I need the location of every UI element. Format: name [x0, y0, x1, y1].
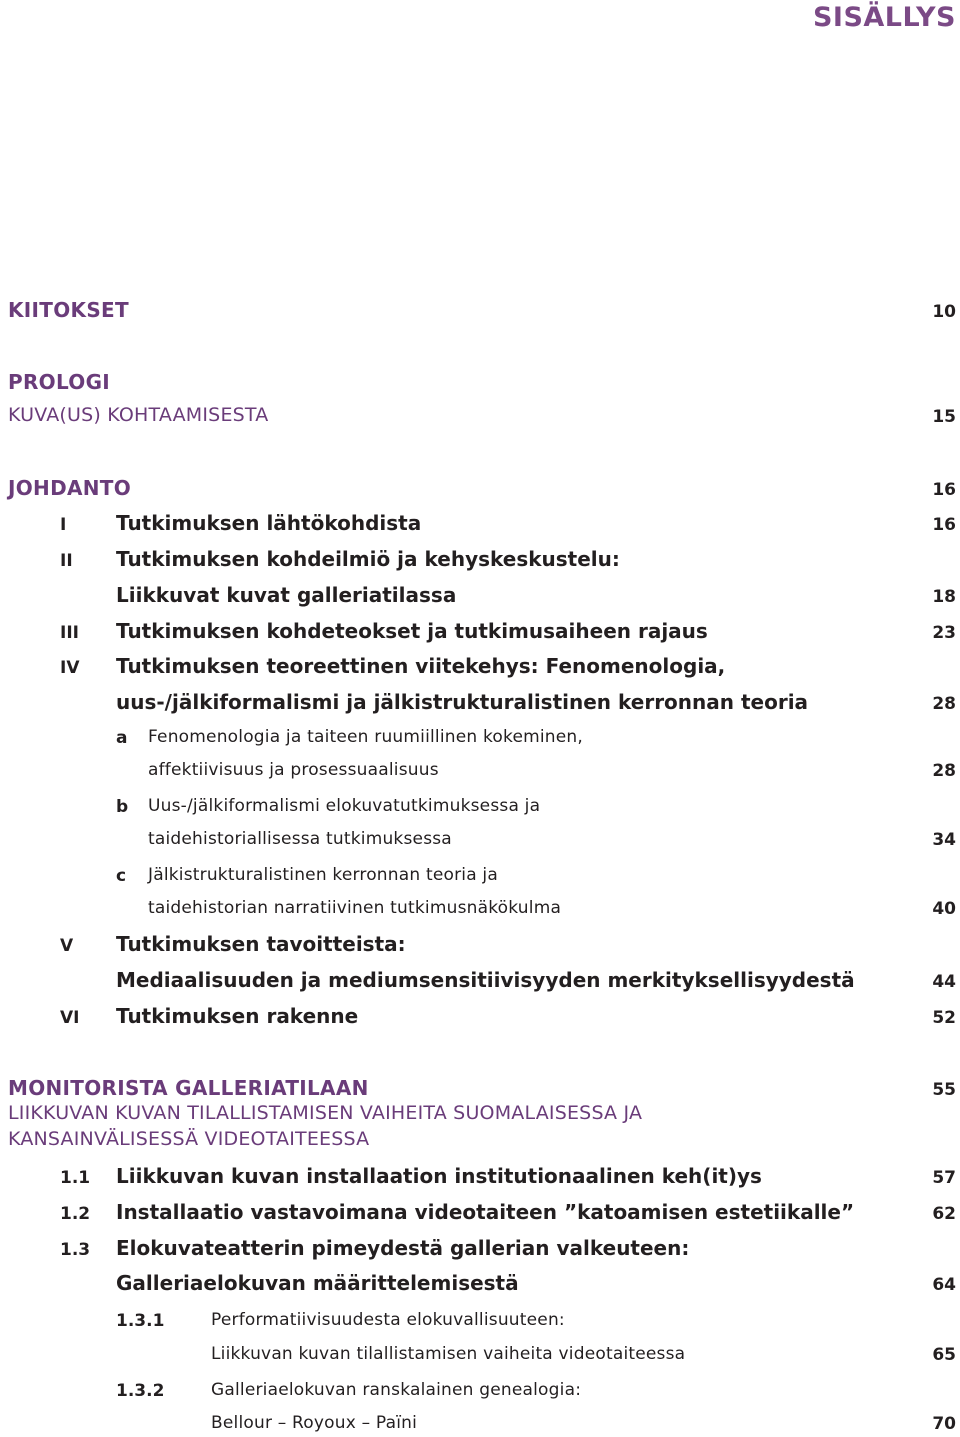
- page-number: 16: [932, 515, 956, 535]
- toc-item-title[interactable]: Tutkimuksen kohdeilmiö ja kehyskeskustelu:: [116, 547, 620, 571]
- toc-subitem-title[interactable]: Performatiivisuudesta elokuvallisuuteen:: [211, 1310, 565, 1330]
- toc-item-number: II: [60, 551, 73, 571]
- toc-item-number: IV: [60, 658, 80, 678]
- section-heading-johdanto[interactable]: JOHDANTO: [8, 476, 132, 500]
- toc-subitem-letter: a: [116, 728, 128, 748]
- toc-item-title[interactable]: Tutkimuksen rakenne: [116, 1004, 359, 1028]
- toc-item-number: III: [60, 623, 79, 643]
- toc-item-title[interactable]: Tutkimuksen lähtökohdista: [116, 511, 422, 535]
- page-number: 40: [932, 899, 956, 919]
- page-number: 16: [932, 480, 956, 500]
- section-subtitle-cont: KANSAINVÄLISESSÄ VIDEOTAITEESSA: [8, 1128, 370, 1150]
- toc-subitem-title[interactable]: Galleriaelokuvan ranskalainen genealogia:: [211, 1380, 582, 1400]
- page-number: 52: [932, 1008, 956, 1028]
- toc-item-number: 1.3: [60, 1240, 91, 1260]
- toc-subitem-title[interactable]: Fenomenologia ja taiteen ruumiillinen kokeminen,: [148, 727, 584, 747]
- page-number: 57: [932, 1168, 956, 1188]
- toc-item-title-cont[interactable]: Mediaalisuuden ja mediumsensitiivisyyden merkityksellisyydestä: [116, 968, 855, 992]
- page-number: 15: [932, 407, 956, 427]
- page-number: 18: [932, 587, 956, 607]
- section-subtitle: KUVA(US) KOHTAAMISESTA: [8, 404, 269, 426]
- toc-item-number: 1.2: [60, 1204, 91, 1224]
- page-number: 34: [932, 830, 956, 850]
- toc-subitem-title-cont[interactable]: Liikkuvan kuvan tilallistamisen vaiheita videotaiteessa: [211, 1344, 686, 1364]
- page-number: 23: [932, 623, 956, 643]
- toc-item-title-cont[interactable]: uus-/jälkiformalismi ja jälkistrukturalistinen kerronnan teoria: [116, 690, 809, 714]
- page-number: 28: [932, 761, 956, 781]
- toc-item-number: V: [60, 936, 74, 956]
- toc-item-title[interactable]: Tutkimuksen tavoitteista:: [116, 932, 406, 956]
- section-heading-monitorista[interactable]: MONITORISTA GALLERIATILAAN: [8, 1076, 369, 1100]
- toc-subitem-letter: c: [116, 866, 127, 886]
- section-heading-kiitokset[interactable]: KIITOKSET: [8, 298, 129, 322]
- toc-subitem-letter: b: [116, 797, 129, 817]
- toc-item-title-cont[interactable]: Liikkuvat kuvat galleriatilassa: [116, 583, 457, 607]
- page-number: 10: [932, 302, 956, 322]
- toc-item-title-cont[interactable]: Galleriaelokuvan määrittelemisestä: [116, 1271, 519, 1295]
- toc-item-title[interactable]: Elokuvateatterin pimeydestä gallerian valkeuteen:: [116, 1236, 690, 1260]
- toc-subitem-title-cont[interactable]: taidehistorian narratiivinen tutkimusnäkökulma: [148, 898, 562, 918]
- page-number: 62: [932, 1204, 956, 1224]
- toc-subitem-title-cont[interactable]: Bellour – Royoux – Païni: [211, 1413, 418, 1433]
- toc-subitem-title[interactable]: Jälkistrukturalistinen kerronnan teoria ja: [148, 865, 498, 885]
- page-number: 65: [932, 1345, 956, 1365]
- toc-subitem-number: 1.3.2: [116, 1381, 165, 1401]
- toc-subitem-number: 1.3.1: [116, 1311, 165, 1331]
- toc-subitem-title-cont[interactable]: taidehistoriallisessa tutkimuksessa: [148, 829, 452, 849]
- toc-subitem-title-cont[interactable]: affektiivisuus ja prosessuaalisuus: [148, 760, 439, 780]
- page-title: SISÄLLYS: [812, 2, 956, 33]
- toc-item-number: VI: [60, 1008, 80, 1028]
- toc-subitem-title[interactable]: Uus-/jälkiformalismi elokuvatutkimuksessa ja: [148, 796, 541, 816]
- toc-item-title[interactable]: Tutkimuksen teoreettinen viitekehys: Fenomenologia,: [116, 654, 726, 678]
- page-number: 28: [932, 694, 956, 714]
- toc-item-title[interactable]: Liikkuvan kuvan installaation institutionaalinen keh(it)ys: [116, 1164, 762, 1188]
- toc-item-title[interactable]: Tutkimuksen kohdeteokset ja tutkimusaiheen rajaus: [116, 619, 708, 643]
- page-number: 64: [932, 1275, 956, 1295]
- section-subtitle: LIIKKUVAN KUVAN TILALLISTAMISEN VAIHEITA SUOMALAISESSA JA: [8, 1102, 643, 1124]
- toc-item-number: 1.1: [60, 1168, 91, 1188]
- toc-item-number: I: [60, 515, 67, 535]
- section-heading-prologi[interactable]: PROLOGI: [8, 370, 111, 394]
- toc-item-title[interactable]: Installaatio vastavoimana videotaiteen ”katoamisen estetiikalle”: [116, 1200, 855, 1224]
- page-number: 70: [932, 1414, 956, 1434]
- page-number: 55: [932, 1080, 956, 1100]
- page-number: 44: [932, 972, 956, 992]
